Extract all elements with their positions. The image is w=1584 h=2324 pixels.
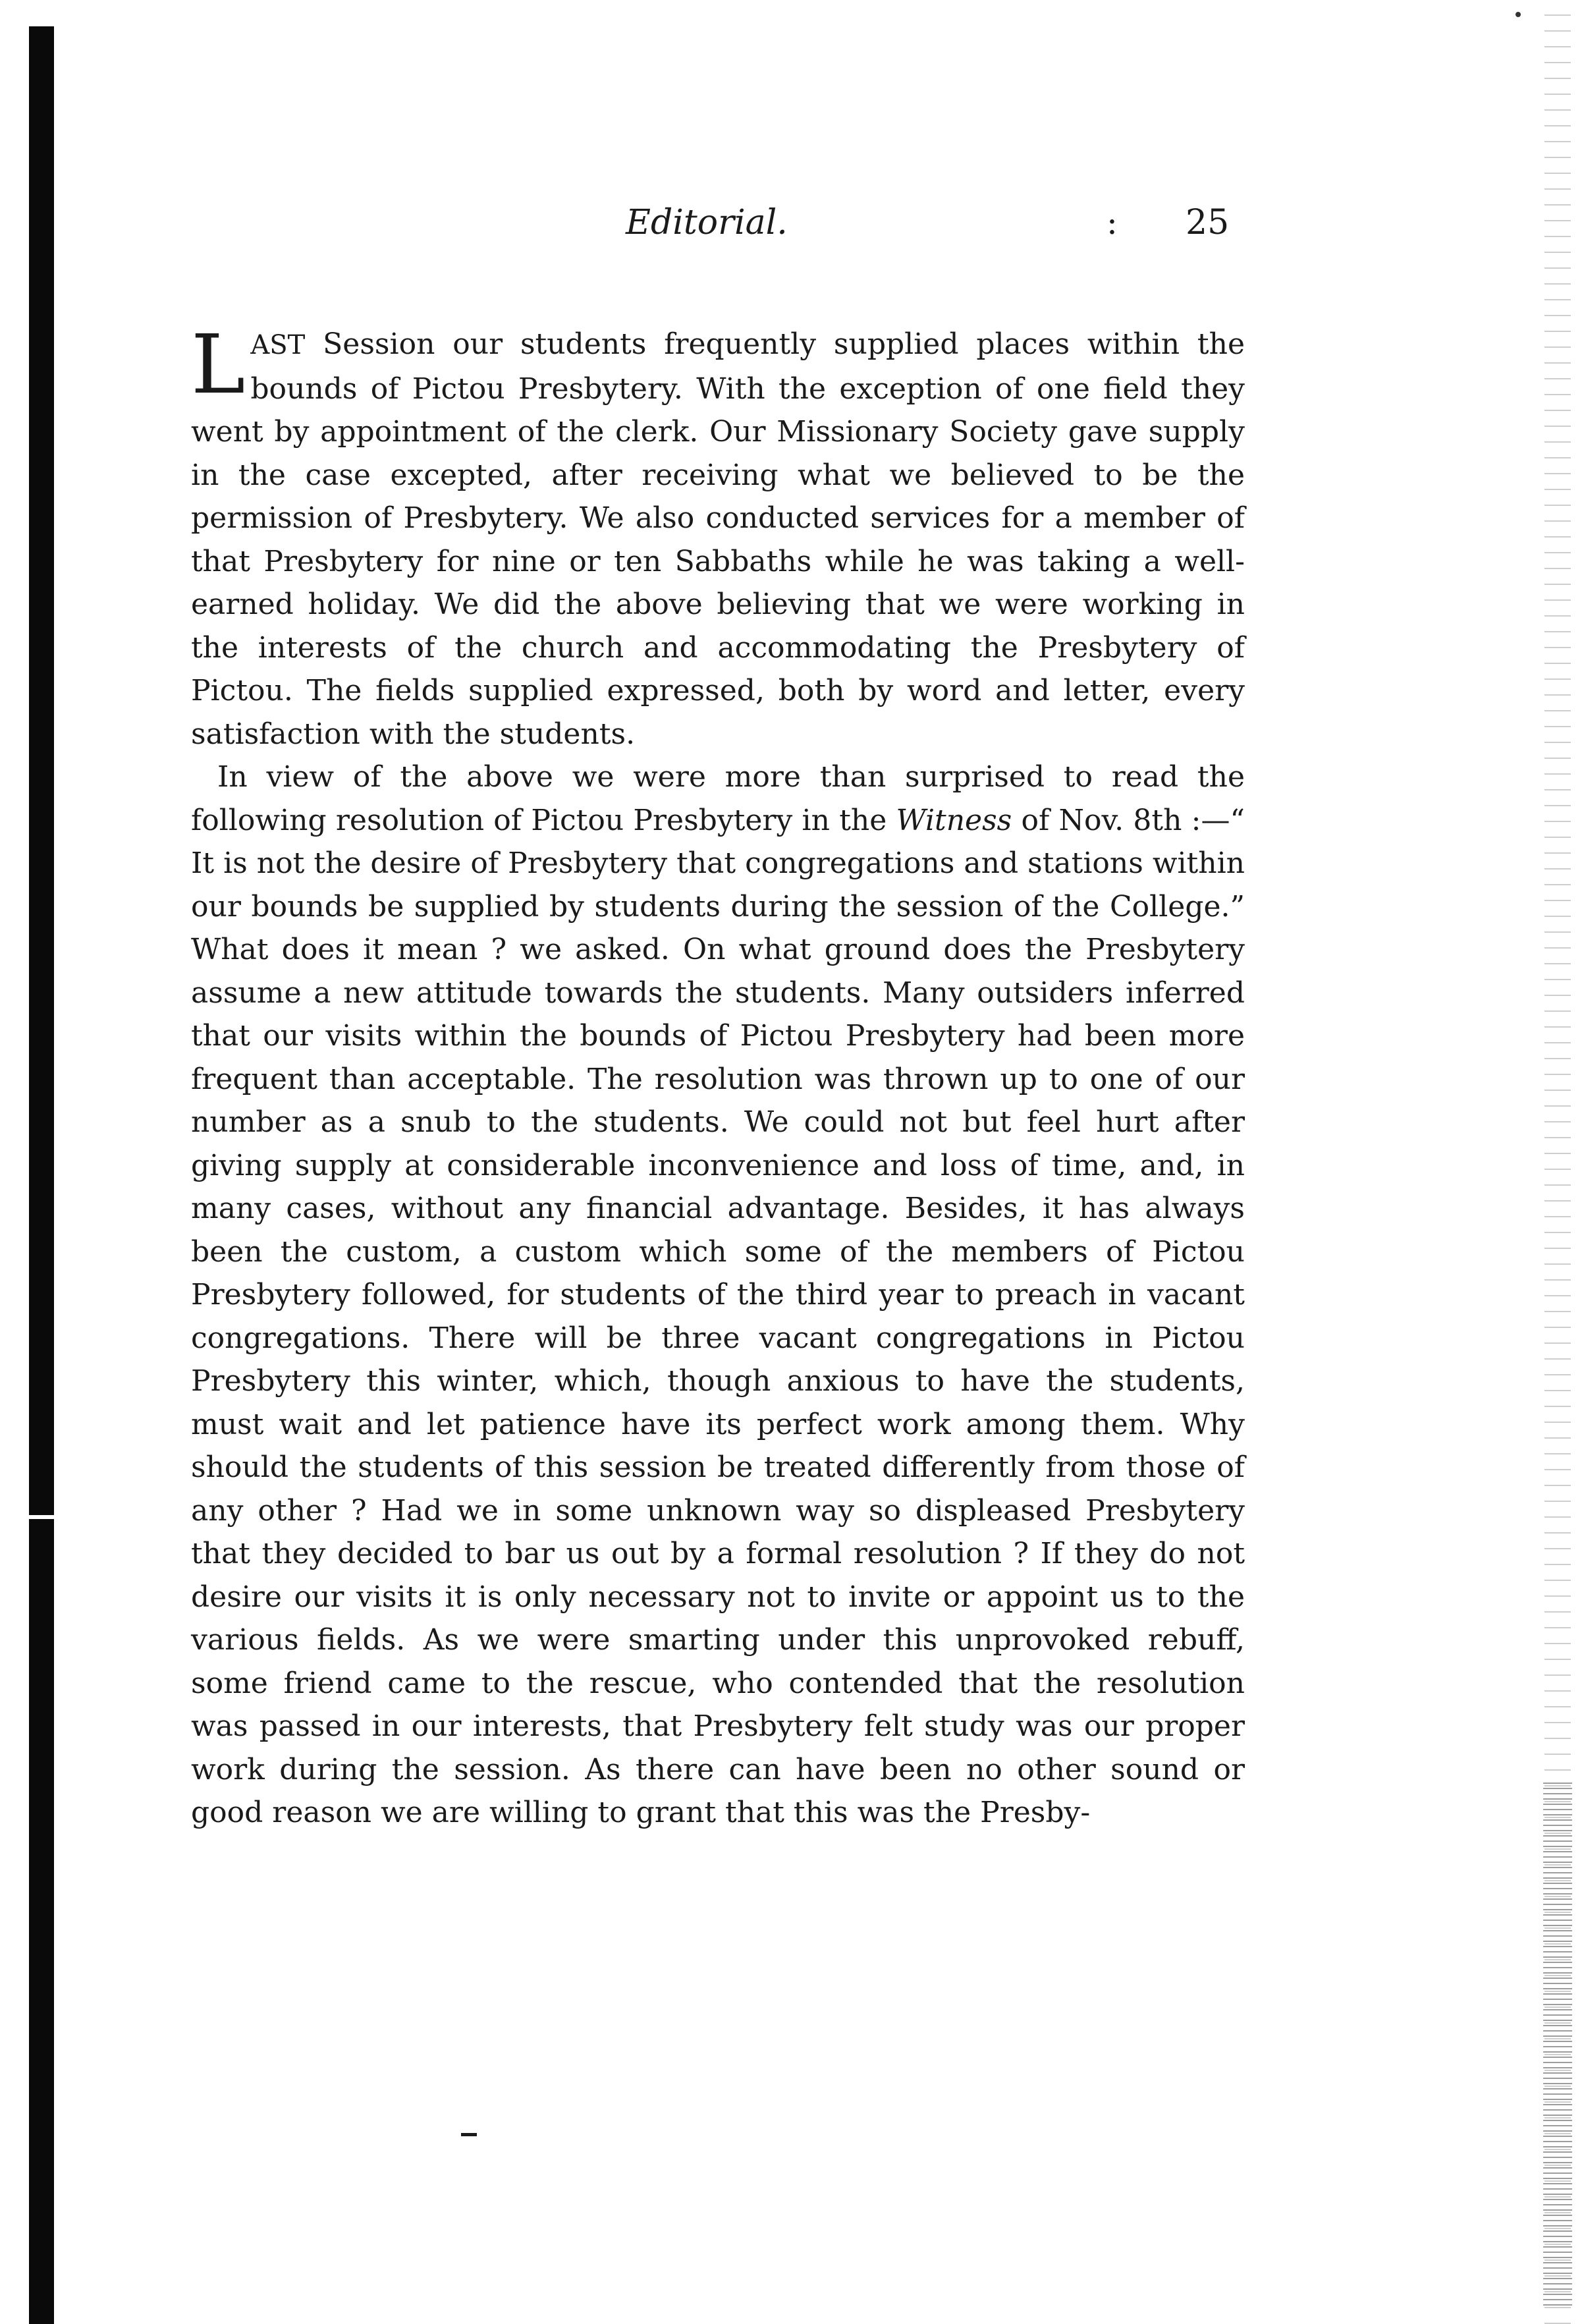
header-colon: : (1106, 204, 1118, 242)
scan-speck (1516, 12, 1521, 17)
page-header (191, 196, 1238, 249)
binding-edge (29, 26, 54, 2324)
editorial-article (191, 318, 1245, 1835)
paragraph-1 (191, 318, 1245, 756)
running-head: Editorial. (626, 203, 788, 242)
opening-small-caps: AST (250, 330, 306, 360)
paragraph-2-start: In view of the above we were more than surprised to read the following resolution of Pictou Presbytery in the (191, 760, 1245, 837)
paragraph-1-text: Session our students frequently supplied places within the bounds of Pictou Presbytery. With the exception of one field they went by appointment of the clerk. Our Missionary Society gave supply in the case excepted, after receiving what we believed to be the permission of Presbytery. We also conducted services for a member of that Presbytery for nine or ten Sabbaths while he was taking a well-earned holiday. We did the above believing that we were working in the interests of the church and accommodating the Presbytery of Pictou. The fields supplied expressed, both by word and letter, every satisfaction with the students. (191, 327, 1245, 751)
stray-ink-mark (461, 2133, 477, 2136)
paragraph-2-text: of Nov. 8th :—“ It is not the desire of Presbytery that congregations and stations within our bounds be supplied by students during the session of the College.” What does it mean ? we asked. On what ground does the Presbytery assume a new attitude towards the students. Many outsiders inferred that our visits within the bounds of Pictou Presbytery had been more frequent than acceptable. The resolution was thrown up to one of our number as a snub to the students. We could not but feel hurt after giving supply at considerable inconvenience and loss of time, and, in many cases, without any financial advantage. Besides, it has always been the custom, a custom which some of the members of Pictou Presbytery followed, for students of the third year to preach in vacant congregations. There will be three vacant congregations in Pictou Presbytery this winter, which, though anxious to have the students, must wait and let patience have its perfect work among them. Why should the students of this session be treated differently from those of any other ? Had we in some unknown way so displeased Presbytery that they decided to bar us out by a formal resolution ? If they do not desire our visits it is only necessary not to invite or appoint us to the various fields. As we were smarting under this unprovoked rebuff, some friend came to the rescue, who contended that the resolution was passed in our interests, that Presbytery felt study was our proper work during the session. As there can have been no other sound or good reason we are willing to grant that this was the Presby- (191, 803, 1245, 1829)
page-edge-shadow-dense (1543, 1779, 1572, 2306)
binding-notch (26, 1515, 57, 1519)
paragraph-2 (191, 756, 1245, 1835)
page-number: 25 (1186, 203, 1230, 242)
witness-title: Witness (896, 803, 1012, 837)
drop-cap: L (191, 318, 246, 412)
